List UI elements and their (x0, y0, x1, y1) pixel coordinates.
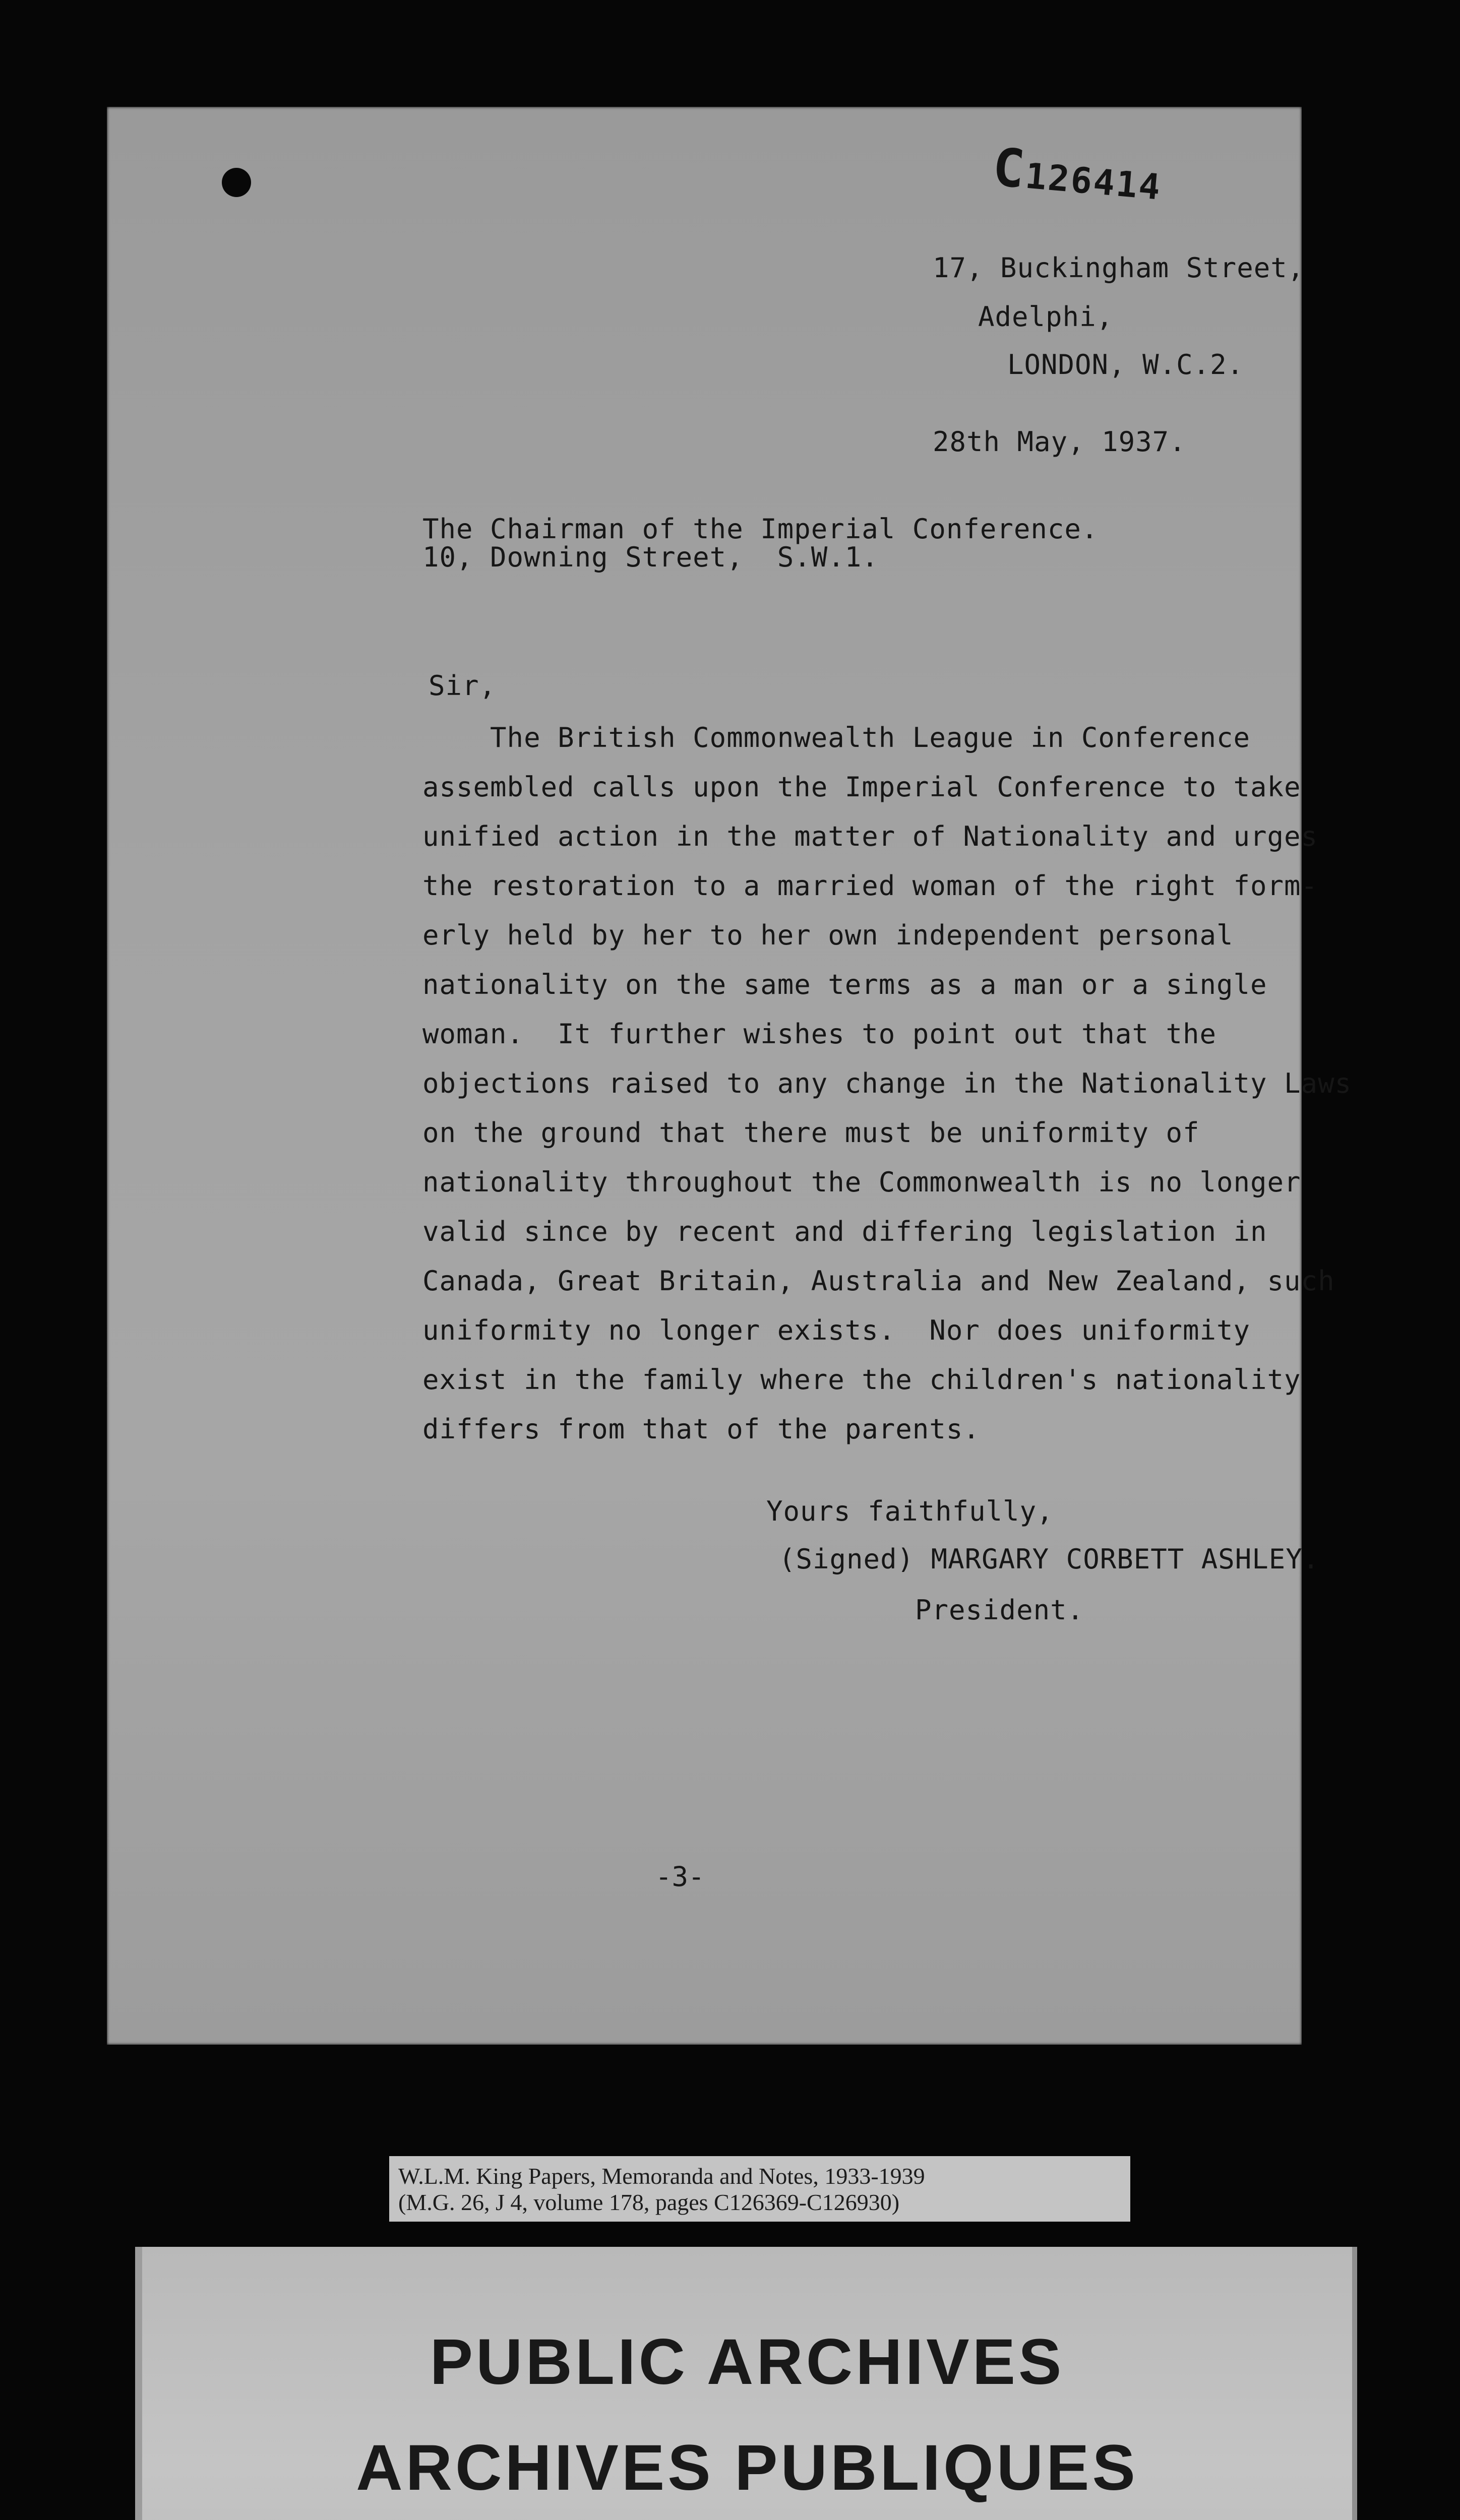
body-line: valid since by recent and differing legislation in (422, 1216, 1267, 1247)
punch-hole (222, 168, 251, 197)
sender-address-line-3: LONDON, W.C.2. (1007, 349, 1244, 381)
archive-title-english: PUBLIC ARCHIVES (430, 2326, 1065, 2398)
body-line: the restoration to a married woman of the right form- (422, 870, 1318, 902)
archive-card (135, 2247, 1357, 2520)
stamp-digits: 126414 (1023, 155, 1164, 208)
body-line: exist in the family where the children's nationality (422, 1364, 1301, 1396)
recipient-line-2: 10, Downing Street, S.W.1. (422, 541, 879, 573)
stamp-prefix: C (990, 136, 1029, 201)
body-line: objections raised to any change in the Nationality Laws (422, 1067, 1352, 1099)
signatory-title: President. (915, 1594, 1084, 1626)
reference-line-2: (M.G. 26, J 4, volume 178, pages C126369-C126930) (398, 2189, 900, 2215)
reference-label (389, 2156, 1130, 2222)
recipient-line-1: The Chairman of the Imperial Conference. (422, 513, 1099, 545)
body-line: assembled calls upon the Imperial Conference to take (422, 771, 1301, 803)
page-number: -3- (655, 1861, 705, 1893)
body-line: on the ground that there must be uniformity of (422, 1117, 1200, 1149)
body-line: nationality throughout the Commonwealth is no longer (422, 1166, 1301, 1198)
body-line: unified action in the matter of Nationality and urges (422, 821, 1318, 852)
sender-address-line-2: Adelphi, (978, 301, 1114, 333)
body-line: differs from that of the parents. (422, 1413, 980, 1445)
body-line: The British Commonwealth League in Conference (422, 722, 1251, 753)
salutation: Sir, (429, 670, 497, 702)
body-line: uniformity no longer exists. Nor does uniformity (422, 1314, 1251, 1346)
signature-line: (Signed) MARGARY CORBETT ASHLEY. (779, 1543, 1320, 1575)
body-line: woman. It further wishes to point out that the (422, 1018, 1217, 1050)
sender-address-line-1: 17, Buckingham Street, (933, 252, 1305, 284)
reference-line-1: W.L.M. King Papers, Memoranda and Notes, 1933-1939 (398, 2163, 925, 2189)
body-line: erly held by her to her own independent personal (422, 919, 1234, 951)
closing-line-1: Yours faithfully, (766, 1495, 1054, 1527)
letter-date: 28th May, 1937. (933, 426, 1186, 458)
body-line: nationality on the same terms as a man or a single (422, 969, 1267, 1000)
archive-title-french: ARCHIVES PUBLIQUES (356, 2432, 1138, 2504)
body-line: Canada, Great Britain, Australia and New Zealand, such (422, 1265, 1335, 1297)
